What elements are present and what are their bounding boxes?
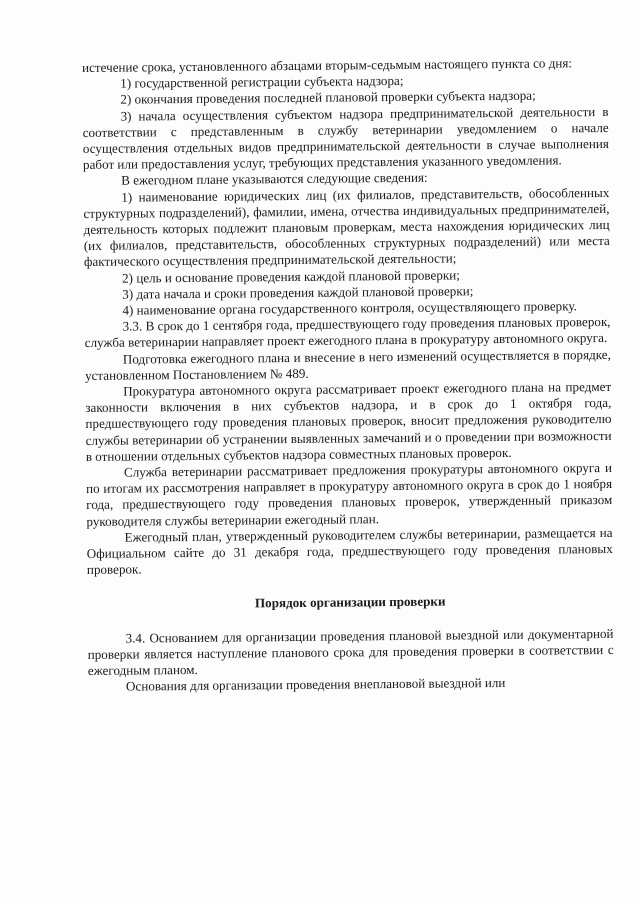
section-heading: Порядок организации проверки [254, 593, 446, 610]
paragraph-plan-contents: В ежегодном плане указываются следующие сведения: [121, 170, 428, 189]
list-item-purpose: 2) цель и основание проведения каждой плановой проверки; [122, 267, 460, 286]
paragraph-unscheduled-grounds: Основания для организации проведения внеплановой выездной или [125, 675, 506, 694]
paragraph-plan-preparation: Подготовка ежегодного плана и внесение в него изменений осуществляется в порядке, установленном Постановлением № 489. [84, 346, 611, 383]
list-item-last-inspection: 2) окончания проведения последней плановой проверки субъекта надзора; [120, 88, 536, 108]
paragraph-3-3: 3.3. В срок до 1 сентября года, предшествующего году проведения плановых проверок, служба ветеринарии направляет проект ежегодного плана в прокуратуру автономного округа. [84, 314, 611, 351]
paragraph-intro: истечение срока, установленного абзацами вторым-седьмым настоящего пункта со дня: [82, 55, 573, 75]
paragraph-prosecutor-review: Прокуратура автономного округа рассматривает проект ежегодного плана на предмет законности включения в них субъектов надзора, и в срок до 1 октября года, предшествующего году проведения плановых проверок, вносит предложения руководителю службы ветеринарии об устранении выявленных замечаний и о проведении при возможности в отношении отдельных субъектов надзора совместных плановых проверок. [85, 378, 612, 464]
document-body [82, 55, 614, 696]
list-item-business-start: 3) начала осуществления субъектом надзора предпринимательской деятельности в соответствии с представленным в службу ветеринарии уведомлением о начале осуществления отдельных видов предпринимательской деятельности в случае выполнения работ или предоставления услуг, требующих представления указанного уведомления. [82, 103, 609, 173]
list-item-registration: 1) государственной регистрации субъекта надзора; [120, 73, 404, 91]
paragraph-3-4: 3.4. Основанием для организации проведения плановой выездной или документарной проверки является наступление планового срока для проведения проверки в соответствии с ежегодным планом. [87, 625, 614, 679]
list-item-entity-names: 1) наименование юридических лиц (их филиалов, представительств, обособленных структурных подразделений), фамилии, имена, отчества индивидуальных предпринимателей, деятельность которых подлежит плановым проверкам, места нахождения юридических лиц (их филиалов, представительств, обособленных структурных подразделений) или места фактического осуществления предпринимательской деятельности; [83, 184, 610, 270]
paragraph-plan-publication: Ежегодный план, утвержденный руководителем службы ветеринарии, размещается на Официальном сайте до 31 декабря года, предшествующего году проведения плановых проверок. [86, 524, 613, 578]
list-item-dates: 3) дата начала и сроки проведения каждой плановой проверки; [122, 283, 474, 302]
paragraph-service-review: Служба ветеринарии рассматривает предложения прокуратуры автономного округа и по итогам их рассмотрения направляет в прокуратуру автономного округа в срок до 1 ноября года, предшествующего году проведения плановых проверок, утвержденный приказом руководителя службы ветеринарии ежегодный план. [86, 460, 613, 529]
list-item-authority: 4) наименование органа государственного контроля, осуществляющего проверку. [122, 298, 577, 318]
